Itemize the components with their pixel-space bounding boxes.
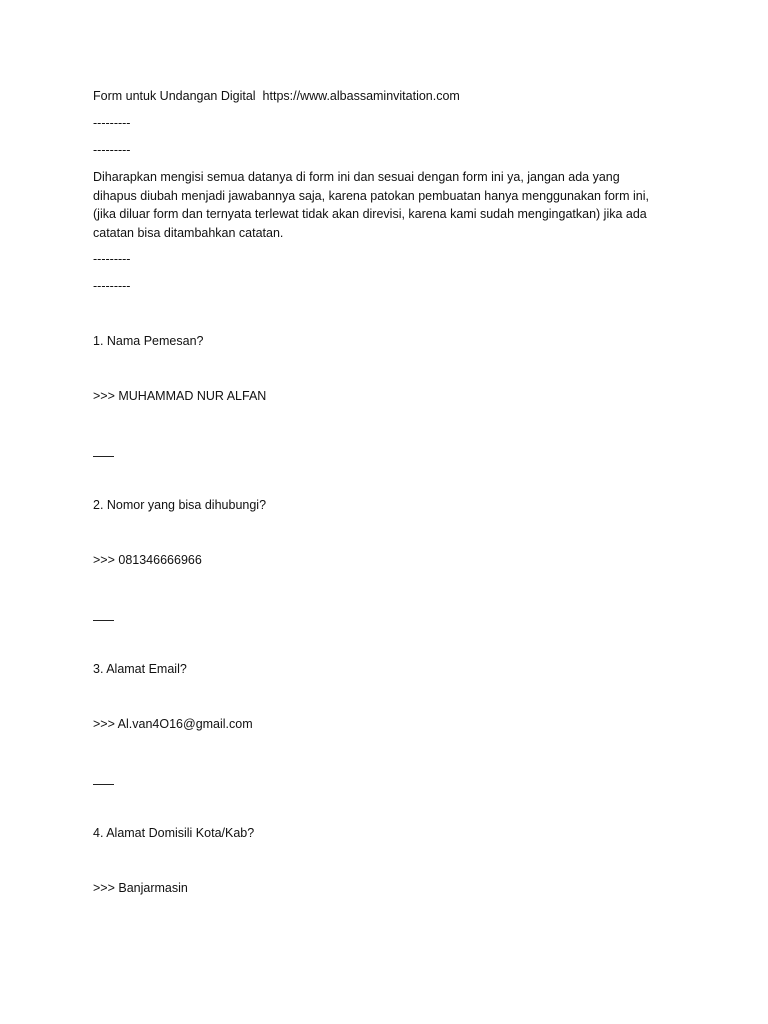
separator-line: --------- (93, 252, 131, 266)
answer-value: >>> Al.van4O16@gmail.com (93, 717, 253, 731)
question-label: 4. Alamat Domisili Kota/Kab? (93, 826, 255, 840)
section-divider (93, 784, 114, 785)
question-label: 3. Alamat Email? (93, 662, 187, 676)
separator-line: --------- (93, 279, 131, 293)
separator-line: --------- (93, 116, 131, 130)
question-label: 2. Nomor yang bisa dihubungi? (93, 498, 267, 512)
header-title: Form untuk Undangan Digital (93, 89, 256, 103)
question-label: 1. Nama Pemesan? (93, 334, 204, 348)
instructions-paragraph (93, 168, 683, 242)
section-divider (93, 620, 114, 621)
instructions-line: catatan bisa ditambahkan catatan. (93, 225, 284, 240)
header-url: https://www.albassaminvitation.com (262, 89, 460, 103)
instructions-line: (jika diluar form dan ternyata terlewat tidak akan direvisi, karena kami sudah mengingatkan) jika ada (93, 207, 647, 221)
instructions-line: dihapus diubah menjadi jawabannya saja, karena patokan pembuatan hanya menggunakan form ini, (93, 188, 649, 203)
answer-value: >>> MUHAMMAD NUR ALFAN (93, 389, 267, 403)
answer-value: >>> Banjarmasin (93, 881, 188, 895)
answer-value: >>> 081346666966 (93, 553, 202, 567)
separator-line: --------- (93, 143, 131, 157)
document-header (93, 87, 460, 105)
instructions-line: Diharapkan mengisi semua datanya di form ini dan sesuai dengan form ini ya, jangan ada yang (93, 170, 620, 184)
section-divider (93, 456, 114, 457)
